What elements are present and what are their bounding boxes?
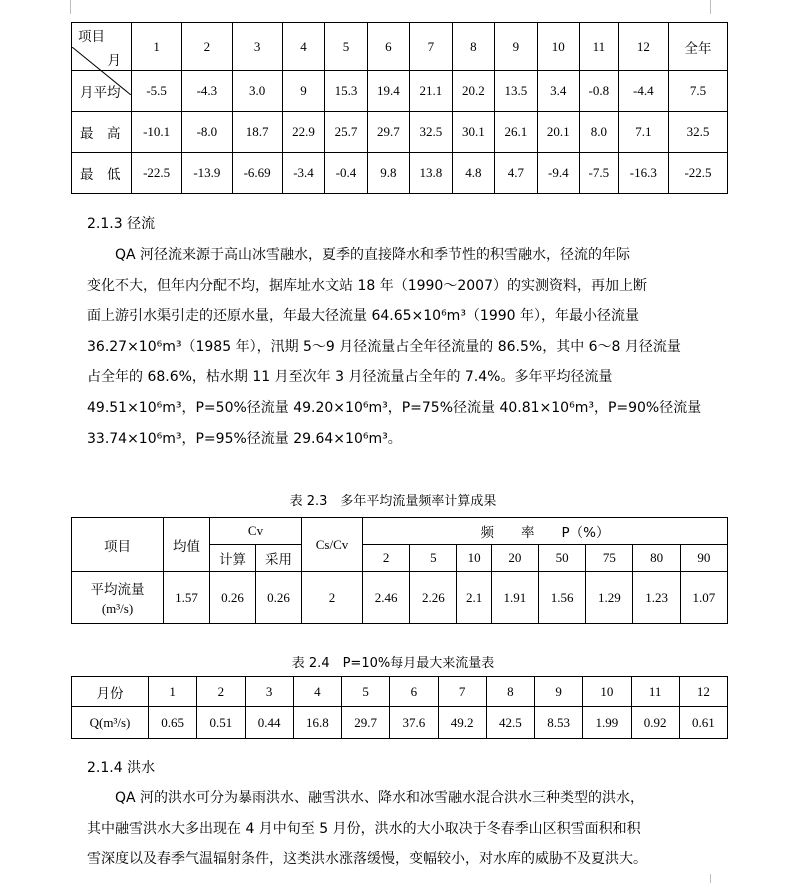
table-row: [72, 112, 728, 153]
table-cell: 1.56: [539, 572, 586, 624]
month-header: 10: [583, 677, 631, 707]
cv-used-value: 0.26: [256, 572, 302, 624]
table-cell: 20.1: [537, 112, 579, 153]
table-cell: 1.99: [583, 707, 631, 739]
month-header: 11: [631, 677, 679, 707]
table-cell: -22.5: [132, 153, 182, 194]
table-cell: 4.8: [452, 153, 494, 194]
table-cell: -4.3: [182, 71, 232, 112]
table-row: [72, 572, 728, 624]
table-cell: 26.1: [495, 112, 537, 153]
table-cell: -22.5: [669, 153, 728, 194]
table-cell: 25.7: [325, 112, 367, 153]
temperature-table: [71, 22, 728, 194]
month-header: 6: [367, 23, 409, 71]
freq-header: 80: [633, 545, 680, 572]
table-caption: 表 2.4 P=10%每月最大来流量表: [291, 656, 495, 671]
table-cell: 29.7: [367, 112, 409, 153]
table-cell: -6.69: [232, 153, 282, 194]
table-cell: 13.8: [410, 153, 452, 194]
month-header: 6: [390, 677, 438, 707]
table-cell: -0.8: [580, 71, 619, 112]
runoff-paragraph: [87, 240, 713, 454]
corner-month-label: 月: [107, 52, 121, 69]
table-cell: 1.91: [491, 572, 538, 624]
row-label: 最 高: [72, 112, 132, 153]
table-cell: 0.51: [197, 707, 245, 739]
month-header: 2: [197, 677, 245, 707]
frequency-table: [71, 517, 728, 624]
monthly-flow-table: [71, 676, 728, 739]
flood-paragraph: [87, 783, 713, 875]
freq-header: 50: [539, 545, 586, 572]
table-cell: 1.29: [586, 572, 633, 624]
month-header: 7: [410, 23, 452, 71]
table-cell: -3.4: [282, 153, 324, 194]
crop-mark-top-right: [710, 0, 711, 14]
table-cell: 9: [282, 71, 324, 112]
header-cs-cv: Cs/Cv: [302, 518, 363, 572]
table-cell: 3.0: [232, 71, 282, 112]
row-label: [72, 572, 164, 624]
paragraph-line: 面上游引水渠引走的还原水量，年最大径流量 64.65×10⁶m³（1990 年），年最小径流量: [87, 308, 640, 325]
month-header: 1: [132, 23, 182, 71]
table-caption: 表 2.3 多年平均流量频率计算成果: [289, 494, 497, 509]
paragraph-line: 雪深度以及春季气温辐射条件，这类洪水涨落缓慢，变幅较小，对水库的威胁不及夏洪大。: [87, 851, 647, 868]
paragraph-line: QA 河的洪水可分为暴雨洪水、融雪洪水、降水和冰雪融水混合洪水三种类型的洪水，: [115, 790, 645, 806]
freq-header: 10: [457, 545, 491, 572]
header-cv: Cv: [210, 518, 302, 545]
table-cell: -0.4: [325, 153, 367, 194]
header-mean: 均值: [164, 518, 210, 572]
table-cell: 49.2: [438, 707, 486, 739]
table-cell: -9.4: [537, 153, 579, 194]
row-label: 最 低: [72, 153, 132, 194]
table-cell: -10.1: [132, 112, 182, 153]
table-cell: 29.7: [342, 707, 390, 739]
table-cell: -4.4: [618, 71, 668, 112]
table-cell: -16.3: [618, 153, 668, 194]
header-cv-used: 采用: [256, 545, 302, 572]
freq-header: 2: [363, 545, 410, 572]
month-header: 9: [495, 23, 537, 71]
table-cell: 22.9: [282, 112, 324, 153]
header-frequency: 频 率 P（%）: [363, 518, 728, 545]
paragraph-line: 变化不大，但年内分配不均，据库址水文站 18 年（1990～2007）的实测资料，再加上断: [87, 277, 647, 294]
month-header: 12: [679, 677, 727, 707]
month-header: 10: [537, 23, 579, 71]
table-cell: 16.8: [293, 707, 341, 739]
section-heading-runoff: 2.1.3 径流: [87, 216, 156, 232]
table-cell: 19.4: [367, 71, 409, 112]
table-cell: 3.4: [537, 71, 579, 112]
month-header: 5: [342, 677, 390, 707]
table-cell: 7.5: [669, 71, 728, 112]
table-cell: 18.7: [232, 112, 282, 153]
month-header: 5: [325, 23, 367, 71]
mean-value: 1.57: [164, 572, 210, 624]
table-cell: 0.65: [149, 707, 197, 739]
paragraph-line: 36.27×10⁶m³（1985 年），汛期 5～9 月径流量占全年径流量的 86.5%，其中 6～8 月径流量: [87, 338, 681, 355]
table-cell: 30.1: [452, 112, 494, 153]
table-cell: -7.5: [580, 153, 619, 194]
month-header: 8: [486, 677, 534, 707]
month-header: 2: [182, 23, 232, 71]
table-cell: 8.53: [535, 707, 583, 739]
month-header: 7: [438, 677, 486, 707]
row-label-name: 平均流量: [90, 582, 145, 598]
table-cell: 32.5: [410, 112, 452, 153]
table-cell: 7.1: [618, 112, 668, 153]
table-row: [72, 707, 728, 739]
table-cell: 2.26: [410, 572, 457, 624]
table-cell: 0.92: [631, 707, 679, 739]
table-cell: -8.0: [182, 112, 232, 153]
paragraph-line: 49.51×10⁶m³，P=50%径流量 49.20×10⁶m³，P=75%径流量 40.81×10⁶m³，P=90%径流量: [87, 399, 702, 416]
row-label-unit: (m³/s): [101, 601, 134, 616]
table-cell: 2.46: [363, 572, 410, 624]
paragraph-line: QA 河径流来源于高山冰雪融水，夏季的直接降水和季节性的积雪融水，径流的年际: [115, 247, 631, 263]
corner-item-label: 项目: [78, 28, 105, 45]
month-header: 3: [245, 677, 293, 707]
table-cell: 1.23: [633, 572, 680, 624]
table-cell: 0.44: [245, 707, 293, 739]
table-cell: 21.1: [410, 71, 452, 112]
month-header: 12: [618, 23, 668, 71]
table-cell: 32.5: [669, 112, 728, 153]
table-cell: 15.3: [325, 71, 367, 112]
corner-header: [72, 23, 132, 71]
table-cell: 20.2: [452, 71, 494, 112]
month-header: 3: [232, 23, 282, 71]
table-cell: -13.9: [182, 153, 232, 194]
freq-header: 5: [410, 545, 457, 572]
row-label: Q(m³/s): [72, 707, 149, 739]
table-cell: 8.0: [580, 112, 619, 153]
cv-calc-value: 0.26: [210, 572, 256, 624]
table-row: [72, 153, 728, 194]
table-cell: -5.5: [132, 71, 182, 112]
month-header: 11: [580, 23, 619, 71]
month-header: 4: [282, 23, 324, 71]
month-header-annual: 全年: [669, 23, 728, 71]
crop-mark-bottom-right: [710, 874, 711, 883]
freq-header: 20: [491, 545, 538, 572]
freq-header: 75: [586, 545, 633, 572]
paragraph-line: 其中融雪洪水大多出现在 4 月中旬至 5 月份，洪水的大小取决于冬春季山区积雪面积和积: [87, 820, 641, 837]
header-item: 项目: [72, 518, 164, 572]
month-header: 9: [535, 677, 583, 707]
crop-mark-top-left: [70, 0, 71, 14]
table-cell: 4.7: [495, 153, 537, 194]
paragraph-line: 33.74×10⁶m³，P=95%径流量 29.64×10⁶m³。: [87, 430, 402, 447]
table-cell: 1.07: [680, 572, 727, 624]
month-header: 4: [293, 677, 341, 707]
table-row: [72, 71, 728, 112]
section-heading-flood: 2.1.4 洪水: [87, 760, 156, 776]
table-cell: 42.5: [486, 707, 534, 739]
header-cv-calc: 计算: [210, 545, 256, 572]
freq-header: 90: [680, 545, 727, 572]
header-month: 月份: [72, 677, 149, 707]
cs-cv-value: 2: [302, 572, 363, 624]
paragraph-line: 占全年的 68.6%，枯水期 11 月至次年 3 月径流量占全年的 7.4%。多年平均径流量: [87, 369, 613, 386]
table-cell: 13.5: [495, 71, 537, 112]
month-header: 1: [149, 677, 197, 707]
table-cell: 0.61: [679, 707, 727, 739]
table-cell: 2.1: [457, 572, 491, 624]
row-label: 月平均: [72, 71, 132, 112]
table-cell: 9.8: [367, 153, 409, 194]
month-header: 8: [452, 23, 494, 71]
table-cell: 37.6: [390, 707, 438, 739]
